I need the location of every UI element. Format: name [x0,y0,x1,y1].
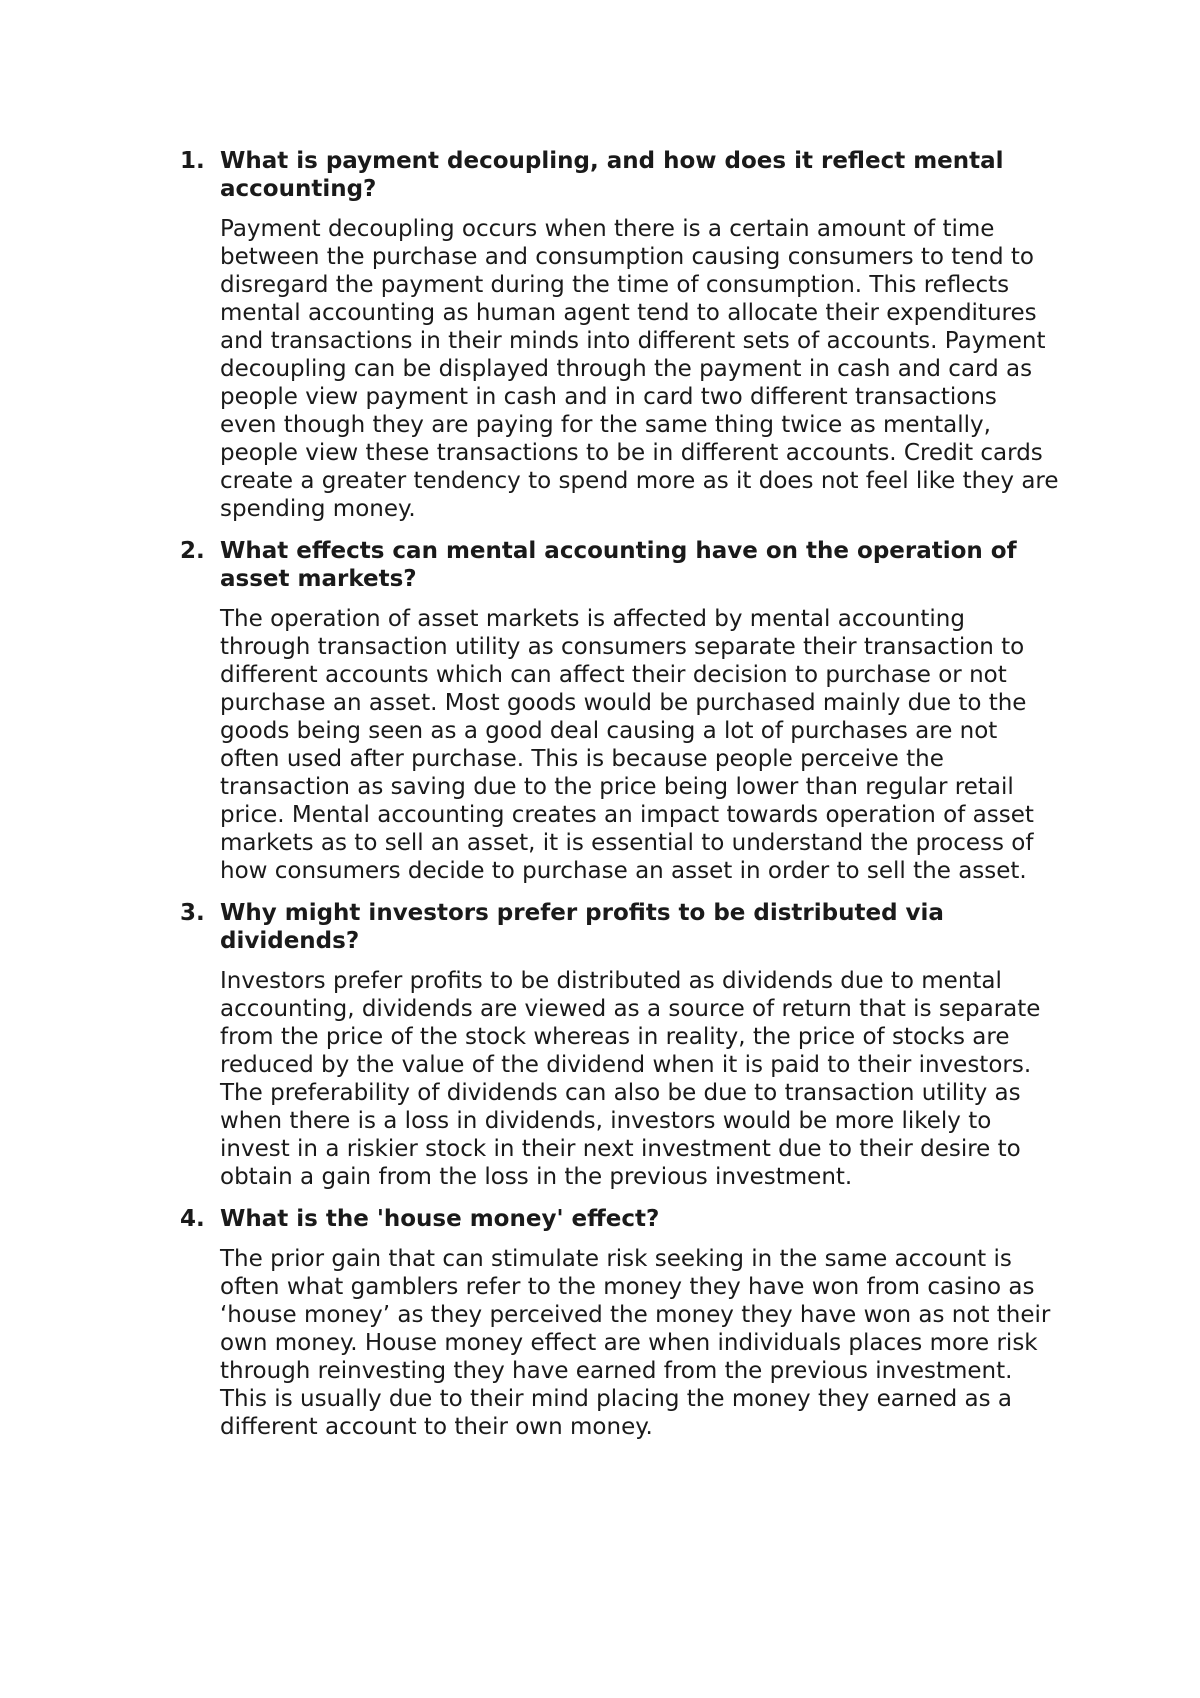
question-number: 2. [180,538,205,564]
question-heading: Why might investors prefer profits to be distributed via dividends? [220,900,944,954]
question-heading: What effects can mental accounting have on the operation of asset markets? [220,538,1017,592]
answer-paragraph: Payment decoupling occurs when there is a certain amount of time between the purchase and consumption causing consumers to tend to disregard the payment during the time of consumption. This reflects mental accounting as human agent tend to allocate their expenditures and transactions in their minds into different sets of accounts. Payment decoupling can be displayed through the payment in cash and card as people view payment in cash and in card two different transactions even though they are paying for the same thing twice as mentally, people view these transactions to be in different accounts. Credit cards create a greater tendency to spend more as it does not feel like they are spending money. [220,216,1059,522]
question-list [180,147,1060,1455]
answer-paragraph: Investors prefer profits to be distributed as dividends due to mental accounting, dividends are viewed as a source of return that is separate from the price of the stock whereas in reality, the price of stocks are reduced by the value of the dividend when it is paid to their investors. The preferability of dividends can also be due to transaction utility as when there is a loss in dividends, investors would be more likely to invest in a riskier stock in their next investment due to their desire to obtain a gain from the loss in the previous investment. [220,968,1041,1190]
question-number: 3. [180,900,205,926]
question-number: 1. [180,148,205,174]
question-heading: What is payment decoupling, and how does it reflect mental accounting? [220,148,1004,202]
list-item [180,147,1060,523]
question-number: 4. [180,1206,205,1232]
list-item [180,899,1060,1191]
answer-paragraph: The operation of asset markets is affected by mental accounting through transaction utility as consumers separate their transaction to different accounts which can affect their decision to purchase or not purchase an asset. Most goods would be purchased mainly due to the goods being seen as a good deal causing a lot of purchases are not often used after purchase. This is because people perceive the transaction as saving due to the price being lower than regular retail price. Mental accounting creates an impact towards operation of asset markets as to sell an asset, it is essential to understand the process of how consumers decide to purchase an asset in order to sell the asset. [220,606,1034,884]
list-item [180,537,1060,885]
list-item [180,1205,1060,1441]
question-heading: What is the 'house money' effect? [220,1206,660,1232]
answer-paragraph: The prior gain that can stimulate risk seeking in the same account is often what gamblers refer to the money they have won from casino as ‘house money’ as they perceived the money they have won as not their own money. House money effect are when individuals places more risk through reinvesting they have earned from the previous investment. This is usually due to their mind placing the money they earned as a different account to their own money. [220,1246,1051,1440]
